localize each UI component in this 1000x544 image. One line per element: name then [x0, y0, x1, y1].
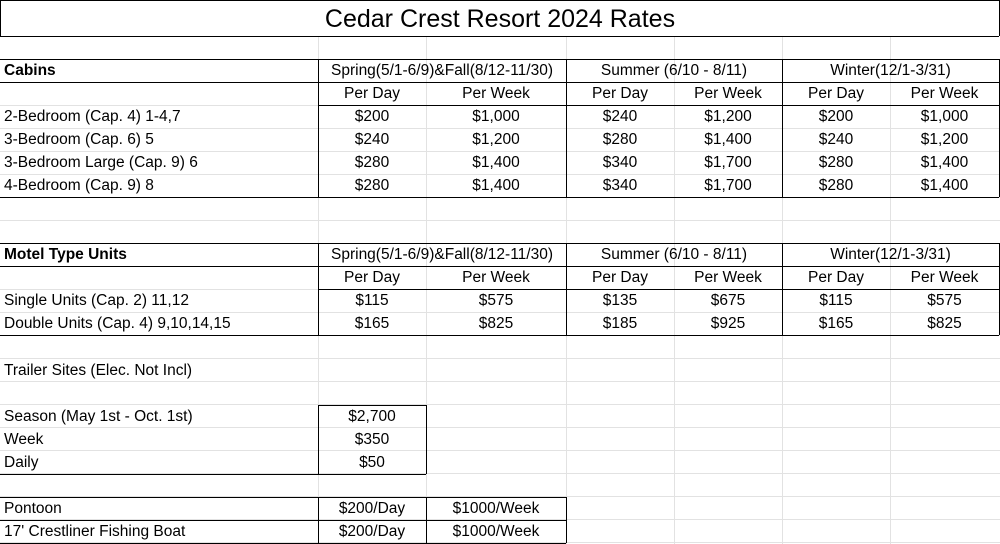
rate-value: $115	[819, 292, 853, 309]
season-header-spring-fall: Spring(5/1-6/9)&Fall(8/12-11/30)	[331, 62, 553, 79]
rate-value: $185	[602, 315, 638, 332]
sub-header-per-week: Per Week	[910, 269, 979, 286]
rate-value: $675	[710, 292, 746, 309]
border-vertical	[426, 405, 427, 474]
boat-day-rate: $200/Day	[338, 500, 406, 517]
boat-week-rate: $1000/Week	[452, 500, 540, 517]
rate-value: $1,200	[472, 131, 520, 148]
rate-value: $165	[818, 315, 854, 332]
trailer-rate: $350	[354, 431, 390, 448]
sub-header-per-week: Per Week	[462, 269, 530, 286]
rate-value: $280	[818, 154, 854, 171]
season-header-summer: Summer (6/10 - 8/11)	[600, 246, 748, 263]
sub-header-per-day: Per Day	[592, 269, 648, 286]
boat-week-rate: $1000/Week	[452, 523, 540, 540]
rate-value: $1,400	[920, 154, 969, 171]
rate-value: $925	[710, 315, 746, 332]
rate-value: $135	[602, 292, 638, 309]
rate-value: $1,400	[472, 154, 520, 171]
rate-value: $1,700	[704, 154, 752, 171]
trailer-section-label: Trailer Sites (Elec. Not Incl)	[4, 362, 193, 379]
boat-name: 17' Crestliner Fishing Boat	[4, 523, 186, 540]
motel-section-label: Motel Type Units	[4, 246, 127, 263]
rate-value: $340	[602, 154, 638, 171]
rate-value: $1,000	[472, 108, 520, 125]
rate-value: $1,000	[920, 108, 969, 125]
rate-value: $1,200	[704, 108, 752, 125]
boat-day-rate: $200/Day	[338, 523, 406, 540]
rate-value: $200	[818, 108, 854, 125]
boat-name: Pontoon	[4, 500, 62, 517]
rate-value: $240	[818, 131, 854, 148]
rate-value: $1,400	[472, 177, 520, 194]
unit-name: Single Units (Cap. 2) 11,12	[4, 292, 189, 309]
sub-header-per-week: Per Week	[694, 269, 762, 286]
border-horizontal	[0, 197, 999, 198]
cabins-section-label: Cabins	[4, 62, 56, 79]
rate-value: $280	[354, 177, 390, 194]
sub-header-per-day: Per Day	[808, 85, 864, 102]
rate-value: $1,400	[920, 177, 969, 194]
trailer-period: Week	[4, 431, 44, 448]
rate-value: $825	[927, 315, 962, 332]
rate-value: $575	[927, 292, 962, 309]
sub-header-per-week: Per Week	[910, 85, 979, 102]
rate-value: $240	[602, 108, 638, 125]
trailer-rate: $50	[359, 454, 385, 471]
sub-header-per-day: Per Day	[808, 269, 864, 286]
season-header-winter: Winter(12/1-3/31)	[830, 246, 951, 263]
trailer-rate: $2,700	[348, 408, 396, 425]
rate-value: $115	[355, 292, 389, 309]
rate-value: $280	[818, 177, 854, 194]
sub-header-per-week: Per Week	[462, 85, 530, 102]
rate-value: $165	[354, 315, 390, 332]
rate-value: $340	[602, 177, 638, 194]
season-header-summer: Summer (6/10 - 8/11)	[600, 62, 748, 79]
unit-name: 4-Bedroom (Cap. 9) 8	[4, 177, 154, 194]
border-vertical	[566, 497, 567, 543]
border-horizontal	[0, 335, 999, 336]
sub-header-per-week: Per Week	[694, 85, 762, 102]
rate-value: $280	[354, 154, 390, 171]
rate-value: $200	[354, 108, 390, 125]
rate-value: $1,400	[704, 131, 752, 148]
unit-name: Double Units (Cap. 4) 9,10,14,15	[4, 315, 231, 332]
unit-name: 3-Bedroom (Cap. 6) 5	[4, 131, 154, 148]
rate-value: $575	[478, 292, 514, 309]
rate-value: $240	[354, 131, 390, 148]
border-horizontal	[0, 36, 999, 37]
border-horizontal	[0, 474, 426, 475]
grid-row-line	[0, 220, 1000, 221]
sub-header-per-day: Per Day	[344, 269, 400, 286]
rate-value: $1,700	[704, 177, 752, 194]
rate-value: $1,200	[920, 131, 969, 148]
sheet-title: Cedar Crest Resort 2024 Rates	[324, 5, 676, 33]
season-header-winter: Winter(12/1-3/31)	[830, 62, 951, 79]
trailer-period: Daily	[4, 454, 39, 471]
sub-header-per-day: Per Day	[344, 85, 400, 102]
sub-header-per-day: Per Day	[592, 85, 648, 102]
season-header-spring-fall: Spring(5/1-6/9)&Fall(8/12-11/30)	[331, 246, 553, 263]
rate-value: $825	[478, 315, 514, 332]
rate-value: $280	[602, 131, 638, 148]
unit-name: 2-Bedroom (Cap. 4) 1-4,7	[4, 108, 181, 125]
trailer-period: Season (May 1st - Oct. 1st)	[4, 408, 193, 425]
unit-name: 3-Bedroom Large (Cap. 9) 6	[4, 154, 198, 171]
